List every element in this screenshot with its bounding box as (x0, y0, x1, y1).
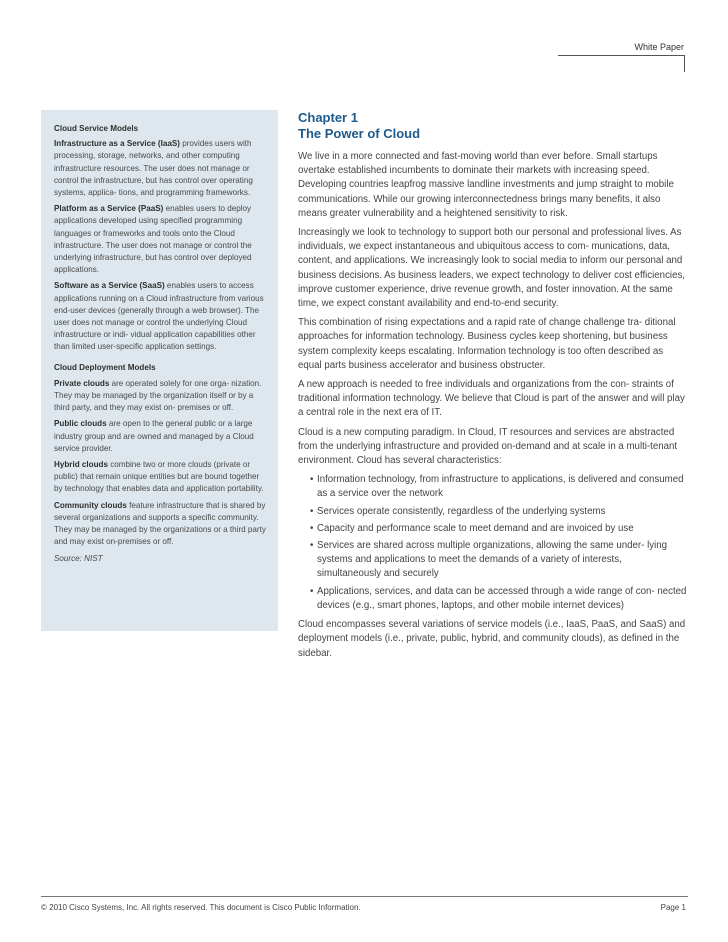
list-item (310, 473, 688, 501)
sidebar-item-public-clouds (54, 418, 267, 455)
sidebar-text-iaas: provides users with processing, storage, networks, and other computing infrastructure resources. The user does not manage or control the infrastructure, but has control over operating systems, applica- tions, and programming frameworks. (54, 139, 253, 198)
sidebar-item-iaas (54, 138, 267, 199)
sidebar-item-hybrid-clouds (54, 459, 267, 496)
chapter-number: Chapter 1 (298, 110, 358, 125)
list-item (310, 505, 688, 519)
bullet-dot-icon: • (310, 585, 314, 597)
list-item-text: Services operate consistently, regardless of the underlying systems (317, 505, 606, 517)
paragraph-6: Cloud encompasses several variations of service models (i.e., IaaS, PaaS, and SaaS) and deployment models (i.e., private, public, hybrid, and community clouds), as defined in the sidebar. (298, 619, 686, 659)
footer-rule (41, 896, 688, 897)
paragraph-3: This combination of rising expectations and a rapid rate of change challenge tra- ditional approaches for information technology. Business cycles keep shortening, but business system complexity keeps escalating. Information technology is too often described as equal parts business accelerator and business obstructer. (298, 317, 676, 371)
sidebar-term-hybrid-clouds: Hybrid clouds (54, 460, 108, 470)
sidebar-term-public-clouds: Public clouds (54, 419, 107, 429)
paragraph-5: Cloud is a new computing paradigm. In Cloud, IT resources and services are abstracted from the underlying infrastructure and provided on-demand and at scale in a multi-tenant environment. Cloud has several characteristics: (298, 426, 678, 467)
sidebar-item-paas (54, 203, 267, 276)
header-rule-tick (684, 55, 685, 72)
footer-copyright: © 2010 Cisco Systems, Inc. All rights reserved. This document is Cisco Public Information. (41, 903, 361, 912)
sidebar-term-private-clouds: Private clouds (54, 378, 110, 388)
bullet-dot-icon: • (310, 474, 314, 486)
sidebar-term-paas: Platform as a Service (PaaS) (54, 204, 164, 214)
sidebar-text-community-clouds: feature infrastructure that is shared by several organizations and supports a specific community. They may be managed by the organizations or a third party and may exist on-premises or off. (54, 500, 266, 547)
paragraph-1: We live in a more connected and fast-moving world than ever before. Small startups overtake established incumbents to dominate their markets with increasing speed. Developing countries leapfrog massive landline investments and jump straight to mobile communications. While our growing interconnectedness brings many benefits, it also means greater vulnerability and a heightened sensitivity to risk. (298, 151, 674, 219)
sidebar-heading-service-models: Cloud Service Models (54, 124, 139, 133)
sidebar-term-saas: Software as a Service (SaaS) (54, 281, 165, 291)
sidebar-text-public-clouds: are open to the general public or a large industry group and are owned and managed by a Cloud service provider. (54, 419, 254, 453)
sidebar-term-community-clouds: Community clouds (54, 500, 127, 510)
sidebar-text-hybrid-clouds: combine two or more clouds (private or public) that remain unique entities but are bound together by technology that enables data and application portability. (54, 460, 264, 494)
list-item-text: Information technology, from infrastructure to applications, is delivered and consumed as a service over the network (317, 474, 684, 500)
main-content (298, 110, 688, 666)
bullet-dot-icon: • (310, 505, 314, 517)
sidebar-source: Source: NIST (54, 553, 103, 563)
sidebar-item-saas (54, 280, 267, 353)
characteristics-list (298, 473, 688, 613)
list-item (310, 522, 688, 536)
list-item (310, 585, 688, 613)
sidebar-text-paas: enables users to deploy applications developed using specified programming languages or frameworks and tools onto the Cloud infrastructure. The user does not manage or control the underlying infrastructure, but has control over deployed applications. (54, 204, 252, 275)
sidebar-term-iaas: Infrastructure as a Service (IaaS) (54, 139, 180, 149)
chapter-title: The Power of Cloud (298, 126, 421, 141)
footer-page-number: Page 1 (660, 903, 686, 912)
sidebar-heading-deployment-models: Cloud Deployment Models (54, 362, 156, 372)
paragraph-2: Increasingly we look to technology to support both our personal and professional lives. As individuals, we expect instantaneous and ubiquitous access to com- munications, data, content, and applications. We increasingly look to social media to inform our personal and business decisions. As business leaders, we expect technology to deliver cost efficiencies, improve customer experience, drive revenue growth, and foster innovation. At the same time, we expect constant availability and end-to-end security. (298, 227, 685, 310)
sidebar-item-community-clouds (54, 500, 267, 549)
list-item-text: Services are shared across multiple organizations, allowing the same under- lying systems and applications to meet the demands of a variety of interests, simultaneously and securely (317, 540, 667, 580)
list-item-text: Capacity and performance scale to meet demand and are invoiced by use (317, 522, 634, 534)
sidebar (41, 110, 278, 631)
sidebar-text-saas: enables users to access applications running on a Cloud infrastructure from various end-user devices (generally through a web browser). The user does not manage or control the underlying Cloud infrastructure or indi- vidual application capabilities other than limited user-specific application settings. (54, 281, 264, 352)
bullet-dot-icon: • (310, 540, 314, 552)
bullet-dot-icon: • (310, 522, 314, 534)
sidebar-text-private-clouds: are operated solely for one orga- nization. They may be managed by the organization itself or by a third party, and they may exist on- premises or off. (54, 378, 262, 413)
list-item (310, 539, 688, 582)
paragraph-4: A new approach is needed to free individuals and organizations from the con- straints of traditional information technology. We believe that Cloud is part of the answer and will play a central role in the next era of IT. (298, 379, 685, 419)
sidebar-item-private-clouds (54, 378, 267, 415)
list-item-text: Applications, services, and data can be accessed through a wide range of con- nected devices (e.g., smart phones, laptops, and other mobile internet devices) (317, 585, 687, 611)
header-rule (558, 55, 684, 56)
header-label: White Paper (634, 42, 684, 52)
